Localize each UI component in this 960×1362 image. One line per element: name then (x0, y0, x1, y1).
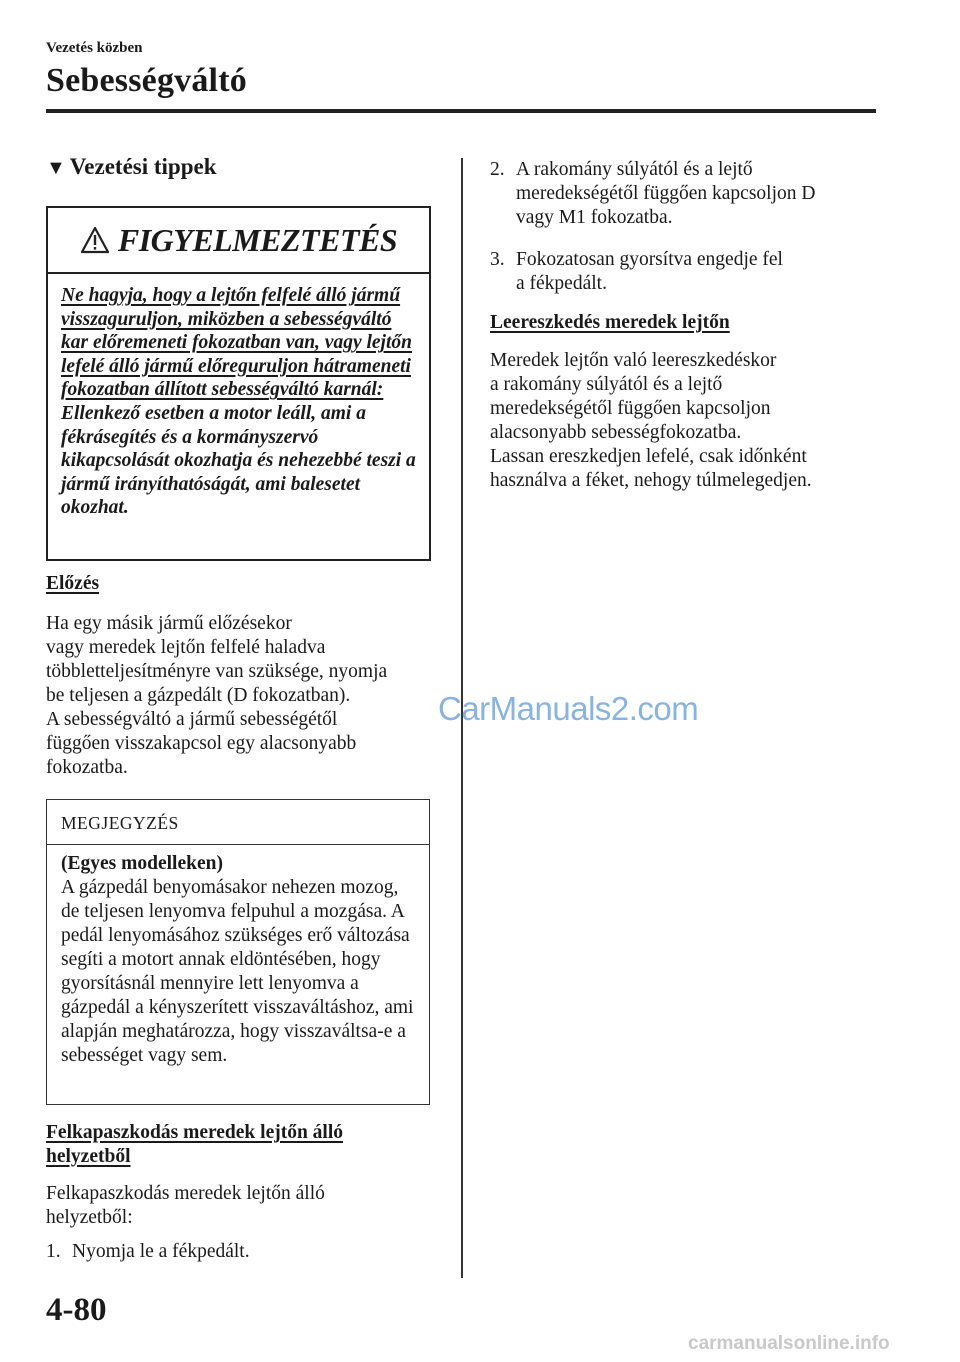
note-body (47, 845, 429, 1068)
note-label: MEGJEGYZÉS (47, 800, 429, 845)
step-text: Nyomja le a fékpedált. (72, 1241, 250, 1262)
list-item (46, 1240, 430, 1264)
section-heading (46, 154, 430, 180)
step-number: 2. (490, 159, 505, 180)
note-text: A gázpedál benyomásakor nehezen mozog, de teljesen lenyomva felpuhul a mozgása. A pedál lenyomásához szükséges erő változása segíti a motort annak eldöntésében, hogy gyorsításnál mennyire lett lenyomva a gázpedál a kényszerített visszaváltáshoz, ami alapján meghatározza, hogy visszaváltsa-e a sebességet vagy sem. (61, 877, 414, 1066)
triangle-marker-icon: ▼ (46, 157, 66, 179)
overtaking-heading: Előzés (46, 573, 100, 594)
title-rule (46, 109, 876, 113)
note-box (46, 799, 430, 1105)
warning-text: Ellenkező esetben a motor leáll, ami a fékrásegítés és a kormányszervó kikapcsolását okozhatja és nehezebbé teszi a jármű irányíthatóságát, ami balesetet okozhat. (61, 402, 416, 519)
climbing-heading: Felkapaszkodás meredek lejtőn álló helyzetből (46, 1122, 344, 1167)
step-text: A rakomány súlyától és a lejtő meredekségétől függően kapcsoljon D vagy M1 fokozatba. (516, 159, 816, 228)
footer-site-link[interactable]: carmanualsonline.info (688, 1333, 890, 1354)
breadcrumb: Vezetés közben (46, 40, 143, 56)
climbing-intro: Felkapaszkodás meredek lejtőn álló helyzetből: (46, 1183, 325, 1228)
warning-underlined-text: Ne hagyja, hogy a lejtőn felfelé álló jármű visszaguruljon, miközben a sebességváltó kar előremeneti fokozatban van, vagy lejtőn lefelé álló jármű előreguruljon hátrameneti fokozatban állított sebességváltó karnál: (61, 285, 412, 401)
step-number: 3. (490, 249, 505, 270)
descending-heading: Leereszkedés meredek lejtőn (490, 312, 730, 333)
warning-box (46, 206, 431, 561)
descending-text: Meredek lejtőn való leereszkedéskor a rakomány súlyától és a lejtő meredekségétől függően kapcsoljon alacsonyabb sebességfokozatba. Lassan ereszkedjen lefelé, csak időnként használva a féket, nehogy túlmelegedjen. (490, 350, 812, 491)
warning-title: FIGYELMEZTETÉS (117, 221, 398, 258)
note-subheading: (Egyes modelleken) (61, 853, 223, 874)
warning-body (48, 274, 429, 520)
page-title: Sebességváltó (46, 62, 247, 99)
list-item (490, 248, 890, 296)
page-number: 4-80 (46, 1292, 107, 1328)
step-text: Fokozatosan gyorsítva engedje fel a fékpedált. (516, 249, 783, 294)
section-heading-text: Vezetési tippek (69, 154, 217, 179)
warning-triangle-icon (80, 226, 110, 254)
warning-header (48, 208, 429, 274)
overtaking-text: Ha egy másik jármű előzésekor vagy meredek lejtőn felfelé haladva többletteljesítményre van szüksége, nyomja be teljesen a gázpedált (D fokozatban). A sebességváltó a jármű sebességétől függően visszakapcsol egy alacsonyabb fokozatba. (46, 613, 388, 778)
list-item (490, 158, 890, 230)
step-number: 1. (46, 1241, 61, 1262)
watermark: CarManuals2.com (438, 690, 699, 727)
